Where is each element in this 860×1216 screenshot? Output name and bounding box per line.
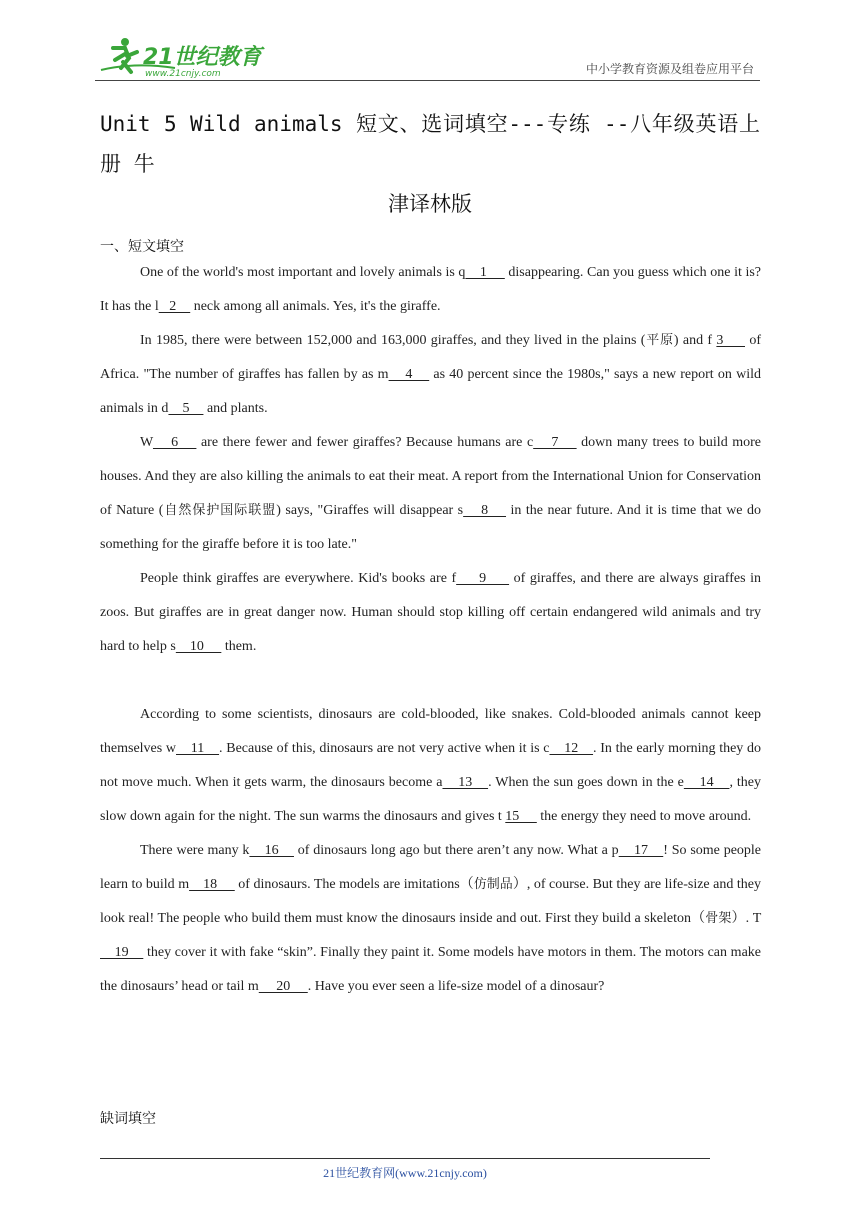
blank-16: 16 [249,843,294,858]
paragraph-gap [100,664,761,698]
blank-15: 15 [505,809,537,824]
title-line-2: 津译林版 [388,192,472,216]
blank-3: 3 [716,333,745,348]
passage-1-paragraph-3: W 6 are there fewer and fewer giraffes? Because humans are c 7 down many trees to build more houses. And they are also killing the animals to eat their meat. A report from the International Union for Conservation of Nature (自然保护国际联盟) says, "Giraffes will disappear s 8 in the near future. And it is time that we do something for the giraffe before it is too late." [100,435,762,552]
blank-4: 4 [388,367,430,382]
passage-body [100,256,761,1004]
passage-1-paragraph-4: People think giraffes are everywhere. Kid's books are f 9 of giraffes, and there are always giraffes in zoos. But giraffes are in great danger now. Human should stop killing off certain endangered wild animals and try hard to help s 10 them. [100,571,761,654]
blank-9: 9 [456,571,510,586]
passage-1-paragraph-1: One of the world's most important and lovely animals is q 1 disappearing. Can you guess which one it is? It has the l 2 neck among all animals. Yes, it's the giraffe. [100,265,762,314]
blank-2: 2 [158,299,191,314]
section-heading-1: 一、短文填空 [100,239,184,255]
blank-12: 12 [549,741,594,756]
blank-14: 14 [683,775,730,790]
blank-10: 10 [175,639,222,654]
section-heading-2: 缺词填空 [100,1111,156,1127]
title-line-1: Unit 5 Wild animals 短文、选词填空---专练 --八年级英语上册 牛 [100,112,760,176]
logo-21cnjy [95,34,275,78]
document-title [100,104,760,224]
blank-7: 7 [533,435,577,450]
footer-divider [100,1158,710,1159]
passage-2-paragraph-2: There were many k 16 of dinosaurs long ago but there aren’t any now. What a p 17 ! So some people learn to build m 18 of dinosaurs. The models are imitations（仿制品）, of course. But they are life-size and they look real! The people who build them must know the dinosaurs inside and out. First they build a skeleton（骨架）. T 19 they cover it with fake “skin”. Finally they paint it. Some models have motors in them. The motors can make the dinosaurs’ head or tail m 20 . Have you ever seen a life-size model of a dinosaur? [100,843,762,994]
blank-6: 6 [152,435,197,450]
blank-13: 13 [442,775,489,790]
blank-20: 20 [258,979,308,994]
blank-19: 19 [100,945,144,960]
blank-11: 11 [176,741,220,756]
passage-1-paragraph-2: In 1985, there were between 152,000 and 163,000 giraffes, and they lived in the plains (平原) and f 3 of Africa. "The number of giraffes has fallen by as m 4 as 40 percent since the 1980s," says a new report on wild animals in d 5 and plants. [100,333,761,416]
blank-18: 18 [189,877,235,892]
page-header [95,32,760,81]
svg-text:21世纪教育: 21世纪教育 [143,45,262,70]
blank-5: 5 [168,401,204,416]
svg-text:www.21cnjy.com: www.21cnjy.com [145,69,221,78]
blank-8: 8 [463,503,507,518]
footer-link[interactable]: 21世纪教育网(www.21cnjy.com) [323,1166,487,1180]
platform-name: 中小学教育资源及组卷应用平台 [585,62,754,76]
blank-17: 17 [618,843,664,858]
passage-2-paragraph-1: According to some scientists, dinosaurs are cold-blooded, like snakes. Cold-blooded animals cannot keep themselves w 11 . Because of this, dinosaurs are not very active when it is c 12 . In the early morning they do not move much. When it gets warm, the dinosaurs become a 13 . When the sun goes down in the e 14 , they slow down again for the night. The sun warms the dinosaurs and gives t 15 the energy they need to move around. [100,707,762,824]
blank-1: 1 [465,265,505,280]
